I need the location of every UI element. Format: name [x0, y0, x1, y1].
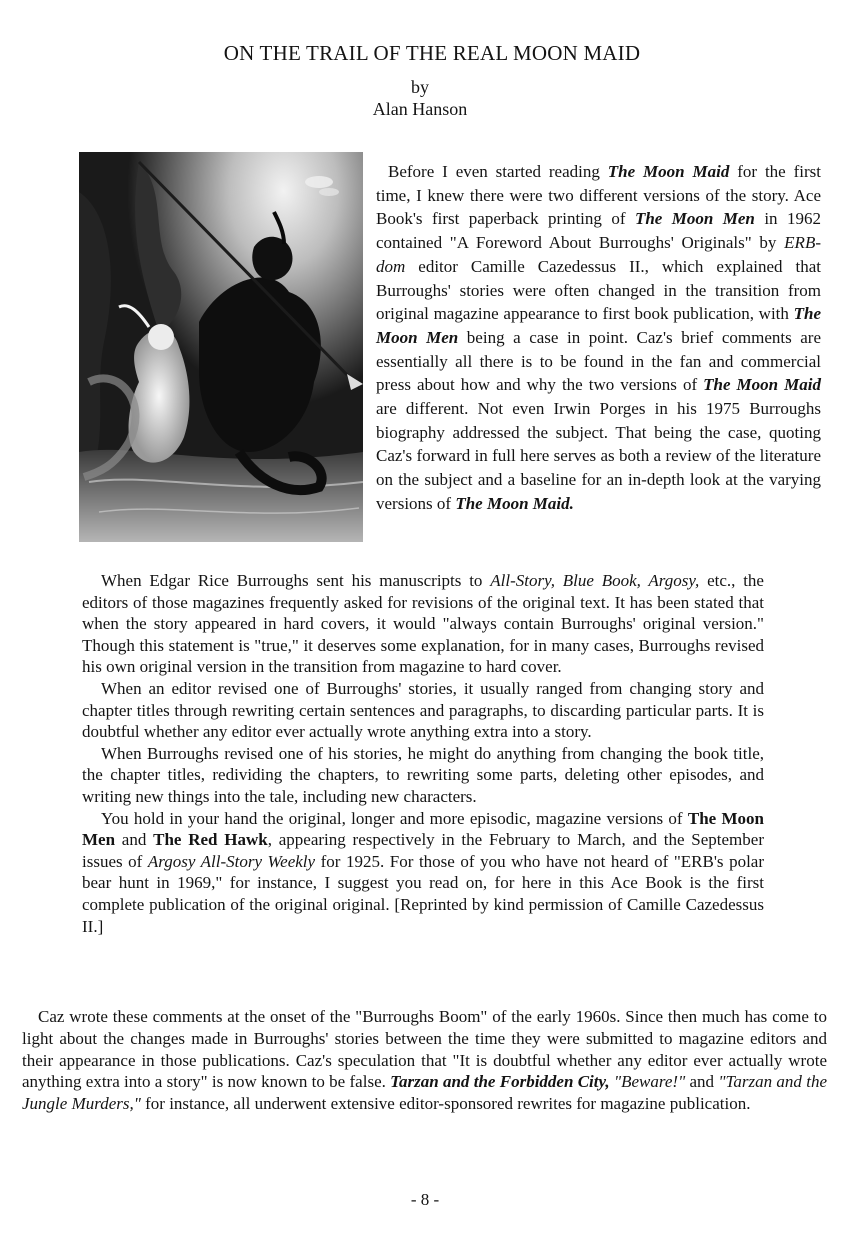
book-title: The Moon Men — [634, 209, 755, 229]
page-number: - 8 - — [410, 1190, 440, 1209]
foreword-quote — [82, 570, 764, 937]
story-title: "Tarzan and the Jungle Murders," — [22, 1072, 827, 1114]
publication-name: ERB-dom — [376, 233, 821, 276]
closing-paragraph: Caz wrote these comments at the onset of the "Burroughs Boom" of the early 1960s. Since then much has come to light about the changes made in Burroughs' stories between the time they were submitted to magazine editors and their appearance in those publications. Caz's speculation that "It is doubtful whether any editor ever actually wrote anything extra into a story" is now known to be false. Tarzan and the Forbidden City, "Beware!" and "Tarzan and the Jungle Murders," for instance, all underwent extensive editor-sponsored rewrites for magazine publication. — [22, 1007, 827, 1114]
magazine-name: Argosy All-Story Weekly — [147, 851, 316, 871]
book-title: The Moon Maid. — [455, 493, 574, 513]
quote-paragraph: You hold in your hand the original, longer and more episodic, magazine versions of The Moon Men and The Red Hawk, appearing respectively in the February to March, and the September issues of Argosy All-Story Weekly for 1925. For those of you who have not heard of "ERB's polar bear hunt in 1969," for instance, I suggest you read on, for here in this Ace Book is the first complete publication of the original original. [Reprinted by kind permission of Camille Cazedessus II.] — [82, 808, 764, 936]
quote-paragraph: When Edgar Rice Burroughs sent his manuscripts to All-Story, Blue Book, Argosy, etc., the editors of those magazines frequently asked for revisions of the original text. It has been stated that when the story appeared in hard covers, it would "always contain Burroughs' original version." Though this statement is "true," it deserves some explanation, for in many cases, Burroughs revised his own original version in the transition from magazine to hard cover. — [82, 571, 764, 677]
byline — [0, 76, 840, 120]
book-title: Tarzan and the Forbidden City, — [390, 1072, 610, 1092]
book-title: The Red Hawk — [153, 830, 268, 850]
author-name: Alan Hanson — [372, 99, 468, 119]
book-title: The Moon Maid — [607, 162, 730, 181]
byline-by: by — [411, 77, 429, 97]
story-title: "Beware!" — [613, 1072, 686, 1092]
quote-paragraph: When Burroughs revised one of his stories, he might do anything from changing the book title, the chapter titles, redividing the chapters, to rewriting some parts, deleting other episodes, and writing new things into the tale, including new characters. — [82, 743, 764, 806]
moon-maid-illustration-icon — [79, 152, 363, 542]
book-title: The Moon Maid — [703, 375, 821, 395]
article-title: ON THE TRAIL OF THE REAL MOON MAID — [223, 41, 641, 66]
book-title: The Moon Men — [376, 304, 821, 347]
book-title: The Moon Men — [82, 808, 764, 850]
magazine-names: All-Story, Blue Book, Argosy, — [490, 571, 700, 590]
intro-paragraph: Before I even started reading The Moon Maid for the first time, I knew there were two different versions of the story. Ace Book's first paperback printing of The Moon Men in 1962 contained "A Foreword About Burroughs' Originals" by ERB-dom editor Camille Cazedessus II., which explained that Burroughs' stories were often changed in the transition from original magazine appearance to first book publication, with The Moon Men being a case in point. Caz's brief comments are essentially all there is to be found in the fan and commercial press about how and why the two versions of The Moon Maid are different. Not even Irwin Porges in his 1975 Burroughs biography addressed the subject. That being the case, quoting Caz's forward in full here serves as both a review of the literature on the subject and a baseline for an in-depth look at the varying versions of The Moon Maid. — [376, 162, 822, 513]
quote-paragraph: When an editor revised one of Burroughs' stories, it usually ranged from changing story and chapter titles through rewriting certain sentences and paragraphs, to discarding particular parts. It is doubtful whether any editor ever actually wrote anything extra into a story. — [82, 678, 764, 742]
